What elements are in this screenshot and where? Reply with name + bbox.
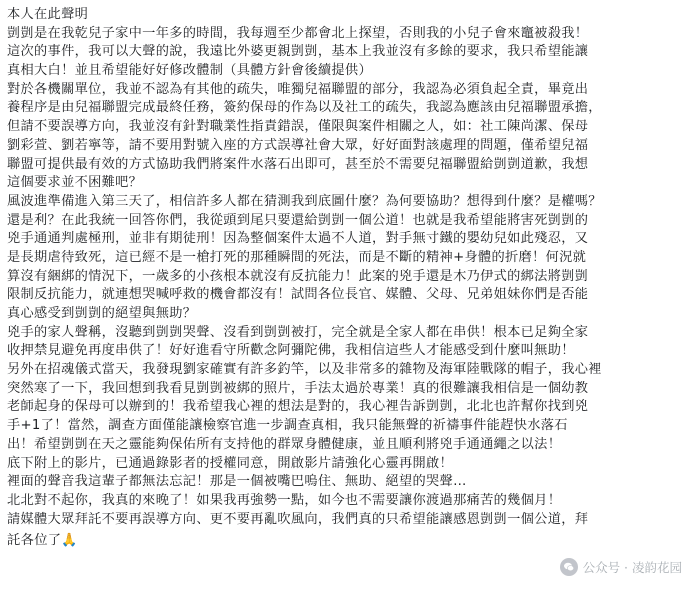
post-line: 兇手通通判處極刑，並非有期徒刑！因為整個案件太過不人道，對手無寸鐵的嬰幼兒如此殘忍，又 <box>7 231 589 247</box>
post-line: 剴剴是在我乾兒子家中一年多的時間，我每週至少都會北上探望，否則我的小兒子會來竈被殺我！ <box>7 25 589 41</box>
post-line: 聯盟可提供最有效的方式協助我們將案件水落石出即可，甚至於不需要兒福聯盟給剴剴道歉，我想 <box>7 156 589 172</box>
post-line: 託各位了 <box>7 533 62 549</box>
praying-hands-emoji: 🙏 <box>61 533 78 549</box>
post-line: 真相大白！並且希望能好好修改體制（具體方針會後續提供） <box>7 63 372 79</box>
post-line: 北北對不起你，我真的來晚了！如果我再強勢一點，如今也不需要讓你渡過那痛苦的幾個月！ <box>7 492 562 508</box>
post-line: 本人在此聲明 <box>7 7 89 22</box>
post-line: 另外在招魂儀式當天，我發現劉家確實有許多釣竿，以及非常多的雜物及海軍陸戰隊的帽子，我心裡 <box>7 362 602 378</box>
post-line: 劉彩萱、劉若寧等，請不要用對號入座的方式誤導社會大眾，好好面對該處理的問題，僅希望兒福 <box>7 137 589 153</box>
post-line: 真心感受到剴剴的絕望與無助？ <box>7 306 197 321</box>
post-line: 這個要求並不困難吧？ <box>7 175 143 191</box>
post-line: 請媒體大眾拜託不要再誤導方向、更不要再亂吹風向，我們真的只希望能讓感恩剴剴一個公道，拜 <box>7 511 589 527</box>
wechat-icon <box>560 558 578 576</box>
watermark-text: 公众号 · 凌韵花园 <box>582 560 682 575</box>
post-line: 還是利？在此我統一回答你們，我從頭到尾只要還給剴剴一個公道！也就是我希望能將害死剴剴的 <box>7 212 589 228</box>
post-line: 收押禁見避免再度串供了！好好進看守所歡念阿彌陀佛，我相信這些人才能感受到什麼叫無助！ <box>7 343 575 359</box>
watermark <box>560 558 682 576</box>
post-line: 限制反抗能力，就連想哭喊呼救的機會都沒有！試問各位長官、媒體、父母、兄弟姐妹你們是否能 <box>7 287 589 303</box>
post-body <box>7 6 691 551</box>
post-line: 出！希望剴剴在天之靈能夠保佑所有支持他的群眾身體健康，並且順利將兇手通通繩之以法！ <box>7 436 562 452</box>
post-line: 對於各機關單位，我並不認為有其他的疏失，唯獨兒福聯盟的部分，我認為必須負起全責，畢竟出 <box>7 81 589 97</box>
post-line: 但請不要誤導方向，我並沒有針對職業性指責錯誤，僅限與案件相關之人，如：社工陳尚潔、保母 <box>7 119 589 135</box>
post-line: 底下附上的影片，已通過錄影者的授權同意，開啟影片請強化心靈再開啟！ <box>7 455 454 471</box>
post-line: 算沒有綑綁的情況下，一歲多的小孩根本就沒有反抗能力！此案的兇手還是木乃伊式的綁法將剴剴 <box>7 268 589 284</box>
post-line: 突然寒了一下，我回想到我看見剴剴被綁的照片，手法太過於專業！真的很難讓我相信是一個幼教 <box>7 380 589 396</box>
post-line: 老師起身的保母可以辦到的！我希望我心裡的想法是對的，我心裡告訴剴剴，北北也許幫你找到兇 <box>7 399 589 415</box>
post-line: 是長期虐待致死，這已經不是一槍打死的那種瞬間的死法，而是不斷的精神+身體的折磨！何況就 <box>7 249 587 265</box>
post-line: 這次的事件，我可以大聲的說，我遠比外婆更親剴剴，基本上我並沒有多餘的要求，我只希望能讓 <box>7 44 589 60</box>
post-line: 風波進準備進入第三天了，相信許多人都在猜測我到底圖什麼？為何要協助？想得到什麼？是權嗎？ <box>7 193 602 209</box>
post-line: 兇手的家人聲稱，沒聽到剴剴哭聲、沒看到剴剴被打，完全就是全家人都在串供！根本已足夠全家 <box>7 324 589 340</box>
post-line: 手+1了！當然，調查方面僅能讓檢察官進一步調查真相，我只能無聲的祈禱事件能趕快水落石 <box>7 418 568 434</box>
post-line: 裡面的聲音我這輩子都無法忘記！那是一個被嘴巴嗚住、無助、絕望的哭聲… <box>7 474 467 490</box>
post-line: 養程序是由兒福聯盟完成最終任務，簽約保母的作為以及社工的疏失，我認為應該由兒福聯盟承擔， <box>7 100 602 116</box>
